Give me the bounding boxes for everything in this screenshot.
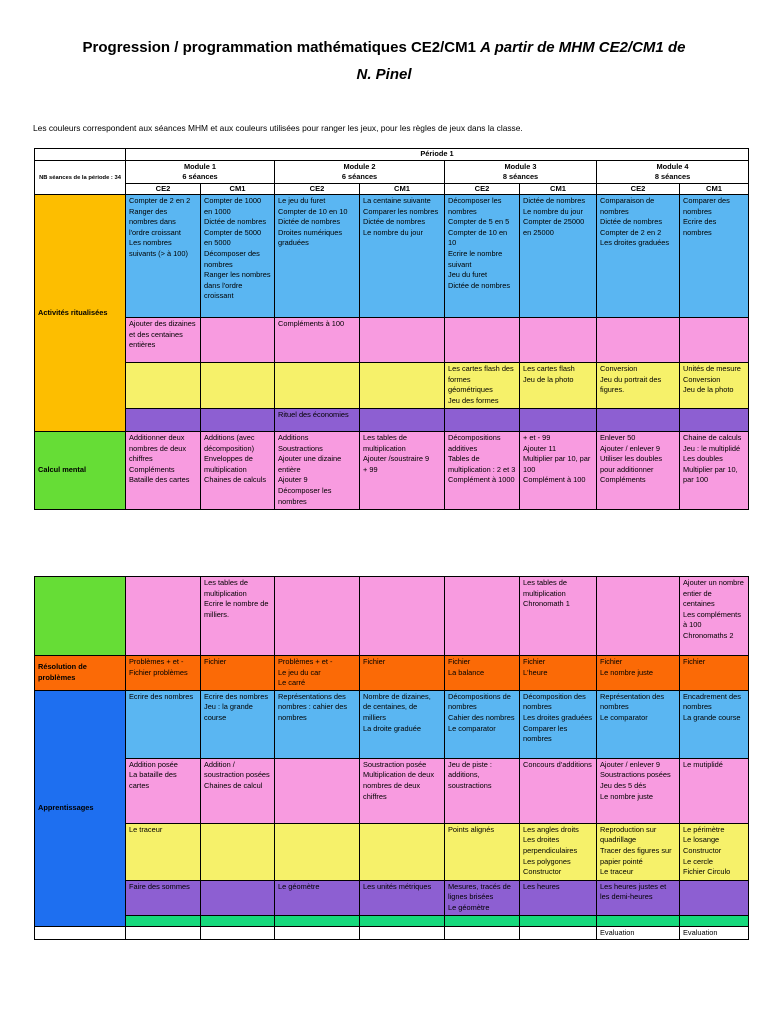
cell-line: Complément à 100 xyxy=(523,475,586,485)
cell xyxy=(126,656,201,691)
cell-line: Chaines de calculs xyxy=(204,475,267,485)
cell-line: Ajouter 9 xyxy=(278,475,308,485)
cell xyxy=(275,195,360,318)
ce2-header: CE2 xyxy=(445,184,520,195)
cell-line: Le comparator xyxy=(448,723,496,733)
cell-line: Jeu du furet xyxy=(448,270,488,280)
cell-line: Le périmètre xyxy=(683,824,725,834)
cell xyxy=(680,318,749,363)
cell-line: Dictée de nombres xyxy=(600,217,663,227)
document-title xyxy=(0,34,768,88)
cell-line: Tables de multiplication : 2 et 3 xyxy=(448,454,516,474)
cell xyxy=(360,409,445,432)
cell-line: Chaine de calculs xyxy=(683,433,742,442)
cell xyxy=(680,363,749,409)
cell-line: Comparer les nombres xyxy=(363,206,439,216)
cell-line: Compter de 2 en 2 xyxy=(129,196,191,205)
cell-line: Bataille des cartes xyxy=(129,475,190,485)
cell: Fichier xyxy=(360,656,445,691)
cell xyxy=(201,823,275,880)
cell xyxy=(201,195,275,318)
cell xyxy=(445,195,520,318)
cell-line: Représentation des nombres xyxy=(600,691,665,712)
table-row xyxy=(35,363,749,409)
cell xyxy=(445,577,520,656)
cell xyxy=(597,577,680,656)
cell-line: La droite graduée xyxy=(363,723,421,733)
green-strip-cell xyxy=(597,915,680,926)
table-row xyxy=(35,656,749,691)
green-strip-cell xyxy=(445,915,520,926)
cell-line: Additionner deux nombres de deux chiffres xyxy=(129,433,187,464)
cell-line: Tracer des figures sur papier pointé xyxy=(600,845,672,866)
row-label-apprentissages: Apprentissages xyxy=(35,690,126,926)
cell-line: Les compléments à 100 xyxy=(683,609,741,630)
cell-line: Complément à 1000 xyxy=(448,475,515,485)
table-row xyxy=(35,577,749,656)
cell-line: Les cartes flash des formes géométriques xyxy=(448,364,514,395)
module-header: Module 2 6 séances xyxy=(275,161,445,184)
cell-line: Mesures, tracés de lignes brisées xyxy=(448,881,511,902)
cell-line: Les cartes flash xyxy=(523,364,575,373)
cell-line: Les tables de multiplication xyxy=(363,433,407,453)
cell-line: Compter de 10 en 10 xyxy=(278,206,348,216)
cell-line: Multiplication de deux nombres de deux chiffres xyxy=(363,770,435,801)
cell-line: Enveloppes de multiplication xyxy=(204,454,253,474)
cell-line: Additions xyxy=(278,433,309,442)
cell-line: Les polygones xyxy=(523,856,571,866)
cell xyxy=(520,690,597,758)
cm1-header: CM1 xyxy=(201,184,275,195)
cell xyxy=(126,363,201,409)
cell-line: Ecrire des nombres xyxy=(204,691,269,701)
cell-line: Cahier des nombres xyxy=(448,712,515,722)
cell-line: Les doubles xyxy=(683,454,723,464)
cell-line: Compter de 5000 en 5000 xyxy=(204,227,262,248)
cell-line: Dictée de nombres xyxy=(523,196,586,205)
cell-line: L'heure xyxy=(523,667,548,677)
cell-line: Ajouter / enlever 9 xyxy=(600,443,660,453)
cell xyxy=(680,577,749,656)
cell xyxy=(597,363,680,409)
cell-line: Jeu : la grande course xyxy=(204,702,253,722)
cell-line: Chronomath 1 xyxy=(523,599,570,609)
cell: Le mutiplidé xyxy=(680,758,749,823)
cell xyxy=(126,577,201,656)
cm1-header: CM1 xyxy=(360,184,445,195)
cell xyxy=(445,318,520,363)
cell xyxy=(520,318,597,363)
cell-line: Ranger des nombres dans l'ordre croissant xyxy=(129,206,181,237)
row-label-calcul-mental-cont xyxy=(35,577,126,656)
cell xyxy=(201,318,275,363)
cell: Les heures justes et les demi-heures xyxy=(597,880,680,915)
cell xyxy=(275,363,360,409)
cell-line: Décompositions additives xyxy=(448,433,501,453)
cell-line: Jeu : le multiplidé xyxy=(683,443,741,453)
cell xyxy=(360,758,445,823)
table-row xyxy=(35,915,749,926)
cell-line: Dictée de nombres xyxy=(278,217,341,227)
cell: Jeu de piste : additions, soustractions xyxy=(445,758,520,823)
cell-line: Ajouter 11 xyxy=(523,443,557,453)
row-label-calcul-mental: Calcul mental xyxy=(35,432,126,510)
module-header: Module 4 8 séances xyxy=(597,161,749,184)
cell-line: Décomposition des nombres xyxy=(523,691,586,712)
cell-line: Jeu du portrait des figures. xyxy=(600,374,662,395)
cell: Les unités métriques xyxy=(360,880,445,915)
cell-line: Les droites graduées xyxy=(523,712,593,722)
cell xyxy=(360,195,445,318)
table-row xyxy=(35,318,749,363)
cell: Ajouter des dizaines et des centaines entières xyxy=(126,318,201,363)
progression-table-period-1 xyxy=(34,148,749,510)
title-part2: A partir de MHM CE2/CM1 de xyxy=(480,39,686,56)
cell xyxy=(275,758,360,823)
module-header: Module 3 8 séances xyxy=(445,161,597,184)
cell xyxy=(126,195,201,318)
row-label-activites: Activités ritualisées xyxy=(35,195,126,432)
cell xyxy=(597,318,680,363)
cell: Points alignés xyxy=(445,823,520,880)
cell-line: Le nombre juste xyxy=(600,791,653,801)
cell-line: Les tables de multiplication xyxy=(204,578,248,598)
cell xyxy=(445,409,520,432)
cell-line: La centaine suivante xyxy=(363,196,431,205)
cell-line: Jeu des 5 dés xyxy=(600,780,647,790)
cell-line: Dictée de nombres xyxy=(448,280,511,290)
green-strip-cell xyxy=(680,915,749,926)
cell xyxy=(360,432,445,510)
cell xyxy=(680,823,749,880)
cell-line: Encadrement des nombres xyxy=(683,691,741,712)
cell xyxy=(597,758,680,823)
cell-line: Jeu de la photo xyxy=(523,374,574,384)
cell xyxy=(360,823,445,880)
cell xyxy=(520,363,597,409)
cell-line: Addition posée xyxy=(129,759,178,769)
cm1-header: CM1 xyxy=(520,184,597,195)
cell-line: Le nombre du jour xyxy=(363,227,423,237)
cell-line: Comparer des nombres xyxy=(683,196,730,216)
cell: Le traceur xyxy=(126,823,201,880)
cell xyxy=(275,823,360,880)
table-row xyxy=(35,823,749,880)
cell-line: Le comparator xyxy=(600,712,648,722)
cell-line: Fichier xyxy=(523,657,546,666)
cell xyxy=(520,823,597,880)
green-strip-cell xyxy=(275,915,360,926)
cell: Concours d'additions xyxy=(520,758,597,823)
table-row xyxy=(35,880,749,915)
cell-line: Le carré xyxy=(278,678,306,688)
cell-line: Compter de 2 en 2 xyxy=(600,227,662,237)
cell-line: Le nombre juste xyxy=(600,667,653,677)
cell xyxy=(360,318,445,363)
cell-line: Chaines de calcul xyxy=(204,780,263,790)
cell-line: Unités de mesure xyxy=(683,364,741,373)
cell: Fichier xyxy=(680,656,749,691)
cell xyxy=(597,823,680,880)
cell xyxy=(201,409,275,432)
cell: Les heures xyxy=(520,880,597,915)
cell-line: Ajouter / enlever 9 xyxy=(600,759,660,769)
cell-line: Comparaison de nombres xyxy=(600,196,655,216)
table-row xyxy=(35,758,749,823)
cell xyxy=(126,432,201,510)
cell-line: Le traceur xyxy=(600,867,634,877)
cell-line: Enlever 50 xyxy=(600,433,636,442)
cell xyxy=(360,363,445,409)
green-strip-cell xyxy=(126,915,201,926)
cell-line: Fichier xyxy=(600,657,623,666)
cell-line: Chronomaths 2 xyxy=(683,630,734,640)
cell-line: Ajouter une dizaine entière xyxy=(278,454,342,474)
table-row xyxy=(35,409,749,432)
cell xyxy=(201,363,275,409)
cell-line: Problèmes + et - xyxy=(129,657,184,666)
cell xyxy=(520,195,597,318)
cell-line: Les nombres suivants (> à 100) xyxy=(129,238,188,258)
cell-line: + et - 99 xyxy=(523,433,551,442)
cell: Ecrire des nombres xyxy=(126,690,201,758)
cell-line: Constructor xyxy=(523,867,562,877)
ce2-header: CE2 xyxy=(275,184,360,195)
evaluation-cell: Evaluation xyxy=(597,926,680,940)
cell: Fichier xyxy=(201,656,275,691)
cell-line: Ecrire des nombres xyxy=(683,217,717,237)
cell xyxy=(126,409,201,432)
cell xyxy=(445,880,520,915)
ce2-header: CE2 xyxy=(597,184,680,195)
cell xyxy=(201,926,275,940)
row-label-resolution: Résolution de problèmes xyxy=(35,656,126,691)
cell xyxy=(35,926,126,940)
cell-line: Compter de 5 en 5 xyxy=(448,217,510,227)
table-row xyxy=(35,432,749,510)
cell-line: Dictée de nombres xyxy=(363,217,426,227)
cell-line: Les droites graduées xyxy=(600,238,670,248)
cell-line: Compter de 10 en 10 xyxy=(448,227,508,248)
cell xyxy=(445,656,520,691)
cell: Compléments à 100 xyxy=(275,318,360,363)
cell xyxy=(597,690,680,758)
cell-line: Le nombre du jour xyxy=(523,206,583,216)
cell-line: Compter de 25000 en 25000 xyxy=(523,217,585,237)
cm1-header: CM1 xyxy=(680,184,749,195)
cell xyxy=(275,577,360,656)
cell xyxy=(680,880,749,915)
cell-line: La grande course xyxy=(683,712,741,722)
cell-line: Les droites perpendiculaires xyxy=(523,835,578,855)
cell: Rituel des économies xyxy=(275,409,360,432)
cell-line: Fichier Circulo xyxy=(683,867,731,877)
cell-line: Décomposer des nombres xyxy=(204,248,260,269)
cell xyxy=(445,432,520,510)
cell-line: Soustractions posées xyxy=(600,770,671,780)
cell-line: Les tables de multiplication xyxy=(523,578,567,598)
cell-line: Ajouter /soustraire 9 xyxy=(363,454,430,464)
ce2-header: CE2 xyxy=(126,184,201,195)
cell-line: Reproduction sur quadrillage xyxy=(600,824,657,845)
cell: Faire des sommes xyxy=(126,880,201,915)
cell xyxy=(126,758,201,823)
cell xyxy=(275,926,360,940)
cell: Le géomètre xyxy=(275,880,360,915)
cell-line: Soustraction posée xyxy=(363,759,427,769)
cell-line: Compléments xyxy=(600,475,646,485)
cell xyxy=(445,690,520,758)
cell-line: Utiliser les doubles pour additionner xyxy=(600,454,663,474)
cell xyxy=(597,656,680,691)
cell-line: Décomposer les nombres xyxy=(278,485,332,506)
cell-line: Compléments xyxy=(129,464,175,474)
cell-line: Jeu de la photo xyxy=(683,385,734,395)
cell xyxy=(201,758,275,823)
corner-cell xyxy=(35,149,126,161)
cell xyxy=(445,926,520,940)
cell-line: Multiplier par 10, par 100 xyxy=(523,454,591,474)
cell-line: Nombre de dizaines, de centaines, de milliers xyxy=(363,691,431,722)
cell xyxy=(520,656,597,691)
cell-line: Le jeu du furet xyxy=(278,196,326,205)
cell-line: Le losange xyxy=(683,835,720,845)
cell-line: Décomposer les nombres xyxy=(448,196,502,216)
table-row xyxy=(35,195,749,318)
cell-line: Droites numériques graduées xyxy=(278,227,343,248)
cell xyxy=(680,690,749,758)
green-strip-cell xyxy=(520,915,597,926)
cell-line: Le jeu du car xyxy=(278,667,321,677)
cell xyxy=(680,409,749,432)
cell-line: Multiplier par 10, par 100 xyxy=(683,464,738,485)
cell xyxy=(201,690,275,758)
cell-line: Conversion xyxy=(600,364,638,373)
evaluation-cell: Evaluation xyxy=(680,926,749,940)
cell-line: + 99 xyxy=(363,464,378,474)
cell xyxy=(360,690,445,758)
cell-line: Additions (avec décomposition) xyxy=(204,433,255,453)
cell-line: Ranger les nombres dans l'ordre croissant xyxy=(204,270,271,301)
cell xyxy=(680,432,749,510)
title-part1: Progression / programmation mathématiques CE2/CM1 xyxy=(82,39,481,56)
cell xyxy=(201,880,275,915)
periode-header: Période 1 xyxy=(126,149,749,161)
cell-line: Addition / soustraction posées xyxy=(204,759,270,780)
cell-line: Le cercle xyxy=(683,856,713,866)
cell xyxy=(201,432,275,510)
green-strip-cell xyxy=(360,915,445,926)
progression-table-period-1-continued xyxy=(34,576,749,940)
cell xyxy=(275,432,360,510)
cell-line: Ecrire le nombre suivant xyxy=(448,248,503,269)
cell xyxy=(597,195,680,318)
cell xyxy=(597,409,680,432)
cell xyxy=(520,577,597,656)
cell xyxy=(360,926,445,940)
table-row xyxy=(35,690,749,758)
module-header: Module 1 6 séances xyxy=(126,161,275,184)
cell xyxy=(597,432,680,510)
green-strip-cell xyxy=(201,915,275,926)
cell-line: Dictée de nombres xyxy=(204,217,267,227)
cell xyxy=(201,577,275,656)
cell-line: Décompositions de nombres xyxy=(448,691,511,712)
nb-seances-label: NB séances de la période : 34 xyxy=(35,161,126,195)
cell-line: Comparer les nombres xyxy=(523,723,568,744)
cell-line: Ecrire le nombre de milliers. xyxy=(204,599,269,619)
cell: Représentations des nombres : cahier des nombres xyxy=(275,690,360,758)
cell xyxy=(520,409,597,432)
cell-line: La balance xyxy=(448,667,485,677)
table-row xyxy=(35,926,749,940)
cell-line: Les angles droits xyxy=(523,824,579,834)
cell-line: Ajouter un nombre entier de centaines xyxy=(683,578,744,609)
cell-line: Jeu des formes xyxy=(448,395,499,405)
title-part3: N. Pinel xyxy=(356,66,412,83)
cell-line: Compter de 1000 en 1000 xyxy=(204,196,262,216)
cell xyxy=(520,926,597,940)
cell xyxy=(520,432,597,510)
cell-line: Constructor xyxy=(683,845,722,855)
cell-line: La bataille des cartes xyxy=(129,770,177,790)
cell-line: Problèmes + et - xyxy=(278,657,333,666)
cell xyxy=(360,577,445,656)
cell-line: Le géomètre xyxy=(448,902,490,912)
cell-line: Fichier problèmes xyxy=(129,667,188,677)
cell-line: Fichier xyxy=(448,657,471,666)
cell xyxy=(126,926,201,940)
cell xyxy=(445,363,520,409)
cell-line: Conversion xyxy=(683,374,721,384)
cell xyxy=(275,656,360,691)
cell xyxy=(680,195,749,318)
intro-text: Les couleurs correspondent aux séances MHM et aux couleurs utilisées pour ranger les jeux, pour les règles de jeux dans la classe. xyxy=(33,123,523,133)
cell-line: Soustractions xyxy=(278,443,323,453)
